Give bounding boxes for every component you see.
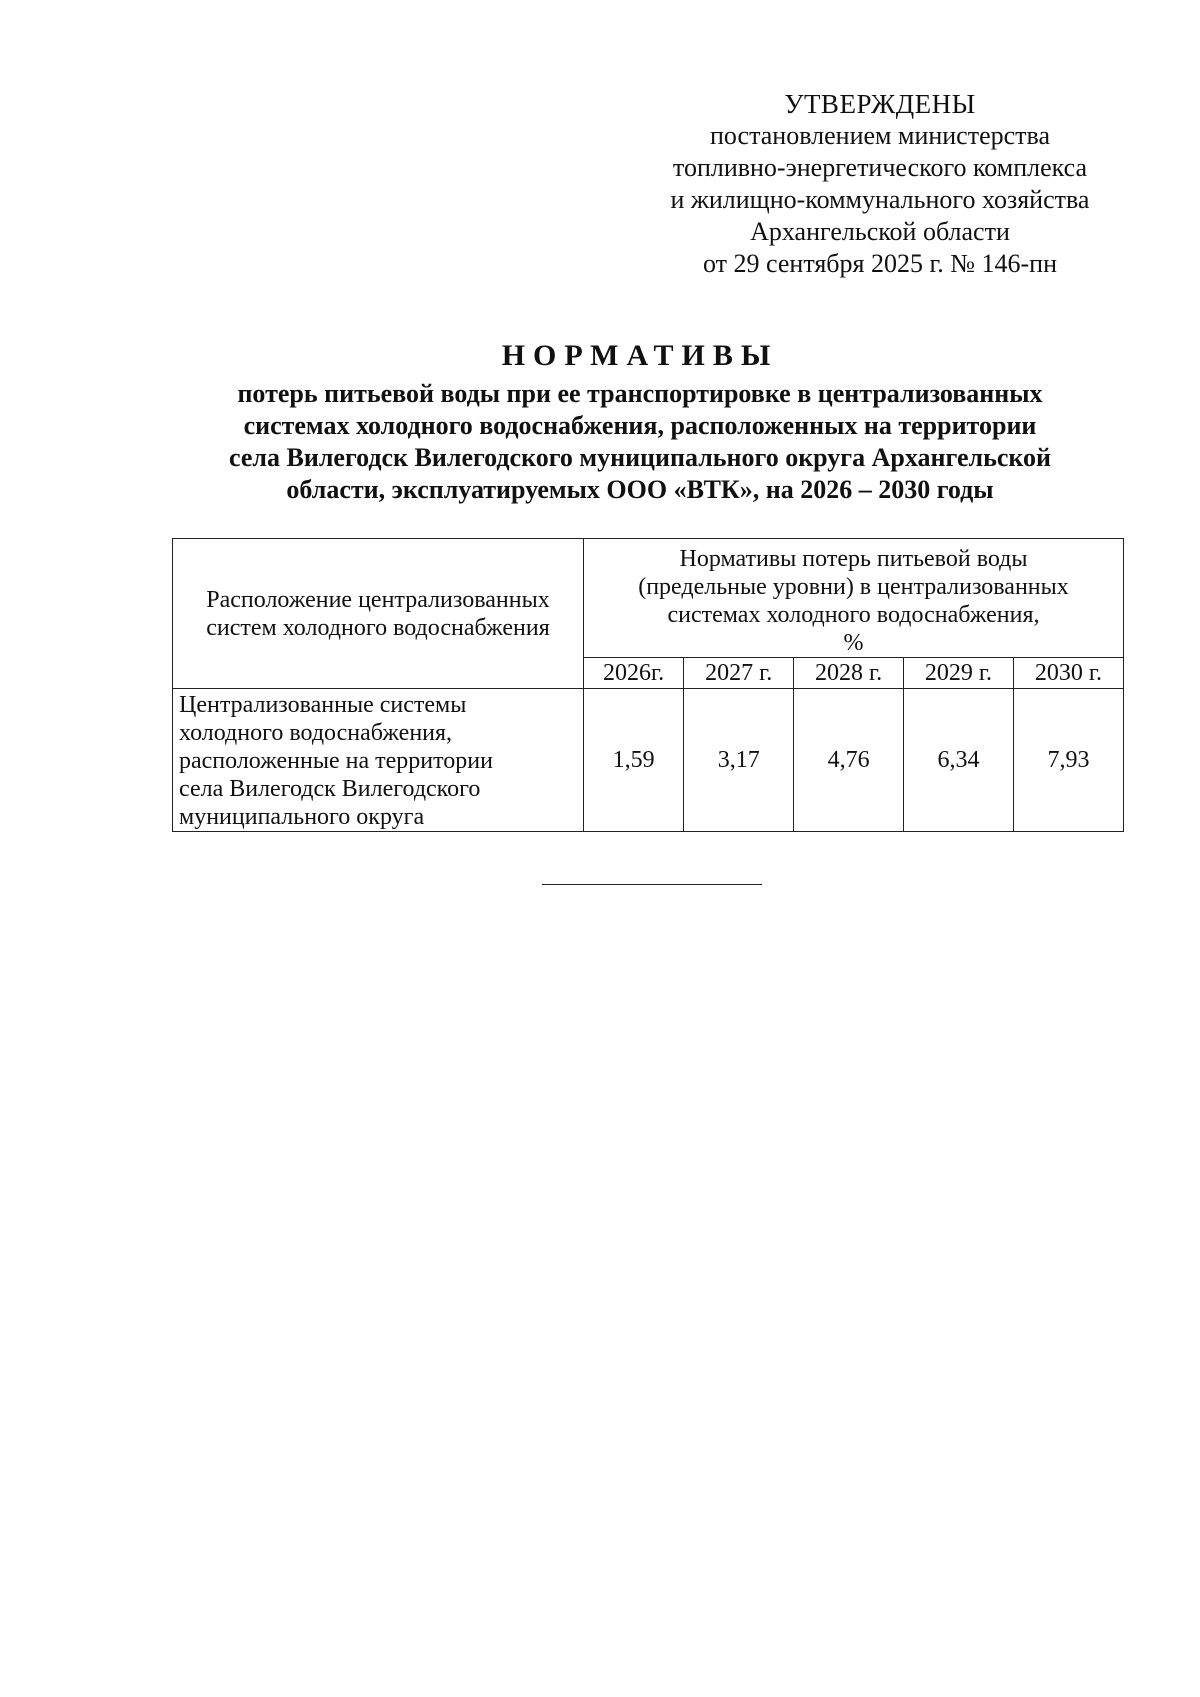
row-label-line: холодного водоснабжения,	[179, 720, 453, 746]
location-header-line: систем холодного водоснабжения	[206, 614, 550, 641]
value-cell: 4,76	[794, 689, 904, 832]
document-heading	[150, 336, 1130, 506]
value-cell: 3,17	[684, 689, 794, 832]
approval-line: топливно-энергетического комплекса	[672, 153, 1088, 182]
row-label-cell	[173, 689, 584, 832]
location-header-line: Расположение централизованных	[206, 586, 550, 613]
approval-title: УТВЕРЖДЕНЫ	[784, 89, 976, 119]
subtitle-line: области, эксплуатируемых ООО «ВТК», на 2026 – 2030 годы	[286, 475, 994, 504]
approval-block	[640, 88, 1120, 280]
year-header-cell: 2030 г.	[1013, 658, 1123, 689]
norms-header-cell	[584, 539, 1124, 658]
row-label-line: расположенные на территории	[179, 748, 493, 774]
norms-table	[172, 538, 1124, 832]
norms-header-line: системах холодного водоснабжения,	[667, 602, 1040, 628]
location-header-cell	[173, 539, 584, 689]
approval-line: Архангельской области	[750, 217, 1010, 246]
norms-header-line: Нормативы потерь питьевой воды	[679, 546, 1028, 572]
document-subtitle	[150, 378, 1130, 506]
approval-date-line: от 29 сентября 2025 г. № 146-пн	[702, 249, 1058, 278]
approval-line: и жилищно-коммунального хозяйства	[670, 185, 1090, 214]
row-label-line: Централизованные системы	[179, 692, 467, 718]
norms-header-unit: %	[843, 630, 864, 656]
year-header-cell: 2027 г.	[684, 658, 794, 689]
row-label-line: села Вилегодск Вилегодского	[179, 776, 481, 802]
year-header-cell: 2028 г.	[794, 658, 904, 689]
norms-header-line: (предельные уровни) в централизованных	[638, 574, 1069, 600]
year-header-cell: 2026г.	[584, 658, 684, 689]
closing-divider	[542, 884, 762, 885]
year-header-cell: 2029 г.	[904, 658, 1014, 689]
subtitle-line: системах холодного водоснабжения, расположенных на территории	[243, 411, 1037, 440]
table-header-row	[173, 539, 1124, 658]
value-cell: 6,34	[904, 689, 1014, 832]
value-cell: 7,93	[1013, 689, 1123, 832]
row-label-line: муниципального округа	[179, 804, 425, 830]
subtitle-line: потерь питьевой воды при ее транспортировке в централизованных	[237, 379, 1043, 408]
value-cell: 1,59	[584, 689, 684, 832]
subtitle-line: села Вилегодск Вилегодского муниципального округа Архангельской	[229, 443, 1051, 472]
approval-line: постановлением министерства	[709, 121, 1051, 150]
document-title: НОРМАТИВЫ	[501, 339, 779, 372]
table-row	[173, 689, 1124, 832]
